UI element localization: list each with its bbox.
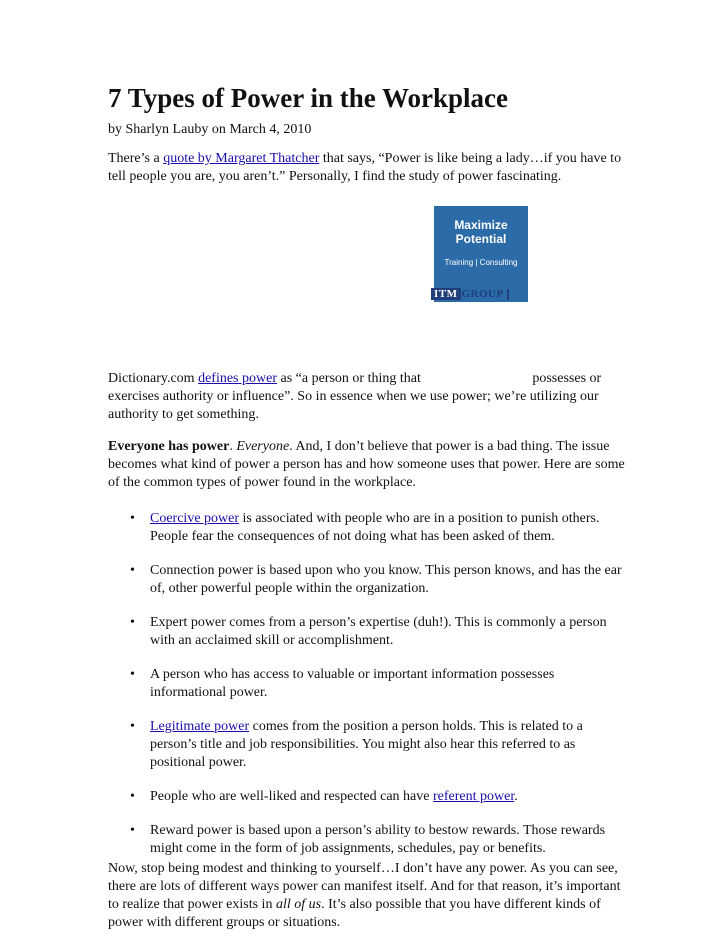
brand-group: GROUP	[461, 288, 504, 300]
bullet-text: Connection power is based upon who you know. This person knows, and has the ear of, other powerful people within the organization.	[150, 563, 622, 596]
article-title: 7 Types of Power in the Workplace	[108, 83, 509, 113]
closing-pre: Now, stop being modest and thinking to yourself…I don’t have any power. As you can see, there are lots of different ways power can manifest itself. And for that reason, it’s important to realize that power exists in	[108, 861, 621, 912]
brand-itm: ITM	[431, 288, 461, 300]
everyone-rest: . And, I don’t believe that power is a bad thing. The issue becomes what kind of power a person has and how someone uses that power. Here are some of the common types of power found in the workplace.	[108, 439, 625, 490]
definition-pre: Dictionary.com	[108, 371, 199, 386]
bullet-text: Reward power is based upon a person’s ability to bestow rewards. Those rewards might come in the form of job assignments, schedules, pay or benefits.	[150, 823, 606, 856]
article	[108, 82, 628, 930]
everyone-sep: .	[229, 439, 237, 454]
legitimate-power-link[interactable]: Legitimate power	[150, 719, 250, 734]
everyone-paragraph	[108, 438, 628, 492]
everyone-bold: Everyone has power	[108, 439, 230, 454]
definition-post: possesses or exercises authority or influence”. So in essence when we use power; we’re utilizing our authority to get something.	[108, 371, 602, 422]
definition-paragraph	[108, 370, 628, 424]
bullet-post: comes from the position a person holds. This is related to a person’s title and job responsibilities. You might also hear this referred to as positional power.	[150, 719, 583, 770]
bullet-post: is associated with people who are in a position to punish others. People fear the consequences of not doing what has been asked of them.	[150, 511, 600, 544]
logo-headline	[434, 206, 528, 246]
logo-line-2: Potential	[455, 232, 507, 246]
thatcher-quote-link[interactable]: quote by Margaret Thatcher	[163, 151, 320, 167]
list-item-reward	[108, 822, 628, 858]
closing-emphasis: all of us	[275, 897, 322, 912]
coercive-power-link[interactable]: Coercive power	[150, 511, 240, 526]
list-item-referent	[108, 788, 628, 806]
bullet-text: A person who has access to valuable or important information possesses informational power.	[150, 667, 555, 700]
bullet-pre: People who are well-liked and respected can have	[150, 789, 433, 804]
byline: by Sharlyn Lauby on March 4, 2010	[108, 122, 312, 138]
intro-paragraph	[108, 150, 628, 186]
power-types-list	[108, 510, 628, 874]
referent-power-link[interactable]: referent power	[433, 789, 515, 804]
definition-mid: as “a person or thing that	[277, 371, 421, 386]
logo-line-1: Maximize	[454, 218, 508, 232]
brand-bar-icon	[507, 289, 509, 300]
closing-paragraph	[108, 860, 628, 932]
list-item-coercive	[108, 510, 628, 546]
bullet-post: .	[514, 789, 518, 804]
intro-text-post: that says, “Power is like being a lady…if you have to tell people you are, you aren’t.” Personally, I find the study of power fascinating.	[108, 151, 622, 185]
list-item-connection	[108, 562, 628, 598]
list-item-expert	[108, 614, 628, 650]
itm-group-logo	[431, 288, 509, 300]
logo-tagline: Training | Consulting	[444, 258, 518, 267]
everyone-emphasis: Everyone	[236, 439, 290, 454]
closing-post: . It’s also possible that you have different kinds of power with different groups or situations.	[108, 897, 601, 930]
list-item-legitimate	[108, 718, 628, 772]
intro-text-pre: There’s a	[108, 151, 164, 167]
defines-power-link[interactable]: defines power	[198, 371, 277, 386]
list-item-informational	[108, 666, 628, 702]
bullet-text: Expert power comes from a person’s expertise (duh!). This is commonly a person with an acclaimed skill or accomplishment.	[150, 615, 607, 648]
